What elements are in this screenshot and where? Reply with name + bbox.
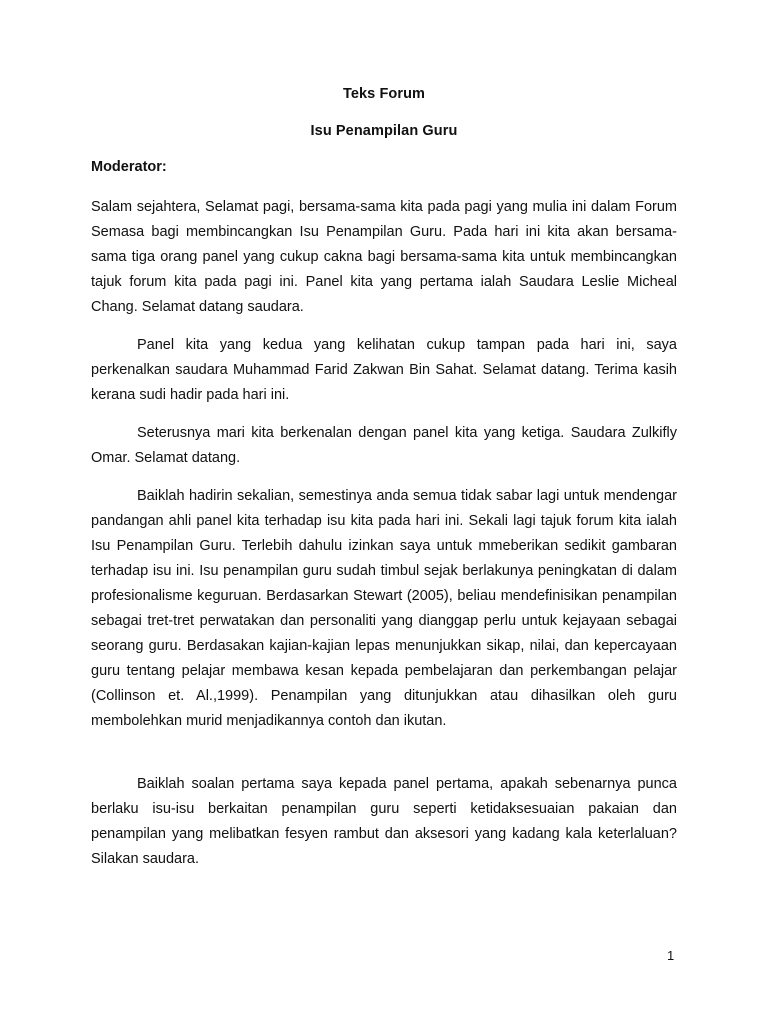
paragraph-2: Panel kita yang kedua yang kelihatan cukup tampan pada hari ini, saya perkenalkan saudara Muhammad Farid Zakwan Bin Sahat. Selamat datang. Terima kasih kerana sudi hadir pada hari ini. (91, 337, 677, 403)
page-number: 1 (667, 948, 675, 963)
paragraph-3: Seterusnya mari kita berkenalan dengan panel kita yang ketiga. Saudara Zulkifly Omar. Selamat datang. (91, 425, 677, 466)
paragraph-1: Salam sejahtera, Selamat pagi, bersama-sama kita pada pagi yang mulia ini dalam Forum Semasa bagi membincangkan Isu Penampilan Guru. Pada hari ini kita akan bersama-sama tiga orang panel yang cukup cakna bagi bersama-sama kita untuk membincangkan tajuk forum kita pada pagi ini. Panel kita yang pertama ialah Saudara Leslie Micheal Chang. Selamat datang saudara. (91, 199, 677, 315)
paragraph-5: Baiklah soalan pertama saya kepada panel pertama, apakah sebenarnya punca berlaku isu-isu berkaitan penampilan guru seperti ketidaksesuaian pakaian dan penampilan yang melibatkan fesyen rambut dan aksesori yang kadang kala keterlaluan? Silakan saudara. (91, 776, 677, 867)
moderator-label: Moderator: (91, 159, 167, 175)
paragraph-4: Baiklah hadirin sekalian, semestinya anda semua tidak sabar lagi untuk mendengar pandangan ahli panel kita terhadap isu kita pada hari ini. Sekali lagi tajuk forum kita ialah Isu Penampilan Guru. Terlebih dahulu izinkan saya untuk mmeberikan sedikit gambaran terhadap isu ini. Isu penampilan guru sudah timbul sejak berlakunya peningkatan di dalam profesionalisme keguruan. Berdasarkan Stewart (2005), beliau mendefinisikan penampilan sebagai tret-tret perwatakan dan personaliti yang dianggap perlu untuk kejayaan sebagai seorang guru. Berdasakan kajian-kajian lepas menunjukkan sikap, nilai, dan kepercayaan guru tentang pelajar membawa kesan kepada pembelajaran dan perkembangan pelajar (Collinson et. Al.,1999). Penampilan yang ditunjukkan atau dihasilkan oleh guru membolehkan murid menjadikannya contoh dan ikutan. (91, 488, 677, 729)
document-title: Teks Forum (342, 86, 426, 102)
document-subtitle: Isu Penampilan Guru (310, 123, 458, 139)
